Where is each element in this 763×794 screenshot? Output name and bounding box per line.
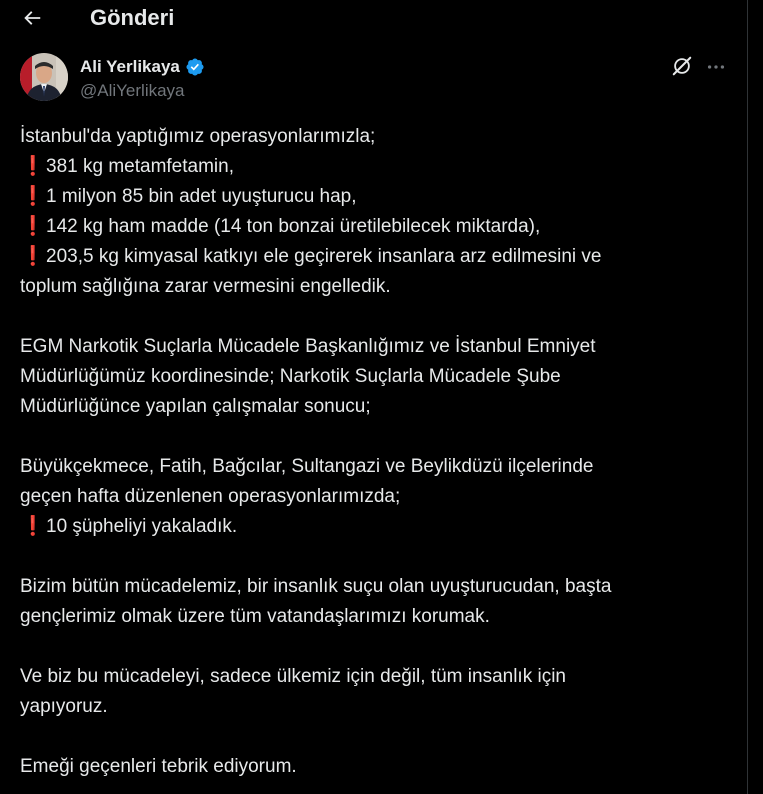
- suspect-item-text: 10 şüpheliyi yakaladık.: [46, 516, 238, 537]
- seized-item-text: 1 milyon 85 bin adet uyuşturucu hap,: [46, 186, 357, 207]
- tweet-line: toplum sağlığına zarar vermesini engelledik.: [20, 276, 391, 297]
- seized-item-text: 203,5 kg kimyasal katkıyı ele geçirerek insanlara arz edilmesini ve: [46, 246, 602, 267]
- grok-button[interactable]: [671, 55, 695, 79]
- author-name-text: Ali Yerlikaya: [80, 57, 180, 76]
- seized-item: [20, 242, 732, 272]
- column-divider: [747, 0, 748, 794]
- tweet-line: Bizim bütün mücadelemiz, bir insanlık suçu olan uyuşturucudan, başta: [20, 576, 612, 597]
- exclamation-icon: ❗: [21, 516, 45, 537]
- seized-item: [20, 152, 732, 182]
- exclamation-icon: ❗: [21, 156, 45, 177]
- tweet-line: Ve biz bu mücadeleyi, sadece ülkemiz için değil, tüm insanlık için: [20, 666, 566, 687]
- grok-icon: [671, 55, 693, 77]
- suspect-item: [20, 512, 732, 542]
- avatar[interactable]: [20, 53, 68, 101]
- exclamation-icon: ❗: [21, 216, 45, 237]
- tweet-line: Emeği geçenleri tebrik ediyorum.: [20, 756, 297, 777]
- tweet-line: EGM Narkotik Suçlarla Mücadele Başkanlığımız ve İstanbul Emniyet: [20, 336, 596, 357]
- seized-item-text: 142 kg ham madde (14 ton bonzai üretilebilecek miktarda),: [46, 216, 541, 237]
- tweet-line: yapıyoruz.: [20, 696, 108, 717]
- seized-item: [20, 212, 732, 242]
- tweet-line: Büyükçekmece, Fatih, Bağcılar, Sultangazi ve Beylikdüzü ilçelerinde: [20, 456, 594, 477]
- more-options-button[interactable]: [704, 55, 728, 79]
- tweet-text: [20, 122, 732, 782]
- exclamation-icon: ❗: [21, 186, 45, 207]
- page-header: [0, 0, 747, 38]
- verified-badge-icon: [185, 57, 205, 77]
- tweet-line: gençlerimiz olmak üzere tüm vatandaşlarımızı korumak.: [20, 606, 490, 627]
- tweet-line: geçen hafta düzenlenen operasyonlarımızda;: [20, 486, 401, 507]
- author-handle[interactable]: @AliYerlikaya: [80, 81, 185, 100]
- seized-item: [20, 182, 732, 212]
- arrow-left-icon: [21, 7, 43, 29]
- avatar-image: [20, 53, 68, 101]
- author-name[interactable]: [80, 57, 205, 77]
- tweet-line: İstanbul'da yaptığımız operasyonlarımızla;: [20, 126, 376, 147]
- seized-item-text: 381 kg metamfetamin,: [46, 156, 234, 177]
- back-button[interactable]: [14, 0, 50, 36]
- tweet-line: Müdürlüğünce yapılan çalışmalar sonucu;: [20, 396, 371, 417]
- more-icon: [705, 56, 727, 78]
- exclamation-icon: ❗: [21, 246, 45, 267]
- tweet-line: Müdürlüğümüz koordinesinde; Narkotik Suçlarla Mücadele Şube: [20, 366, 561, 387]
- page-title: Gönderi: [90, 5, 175, 30]
